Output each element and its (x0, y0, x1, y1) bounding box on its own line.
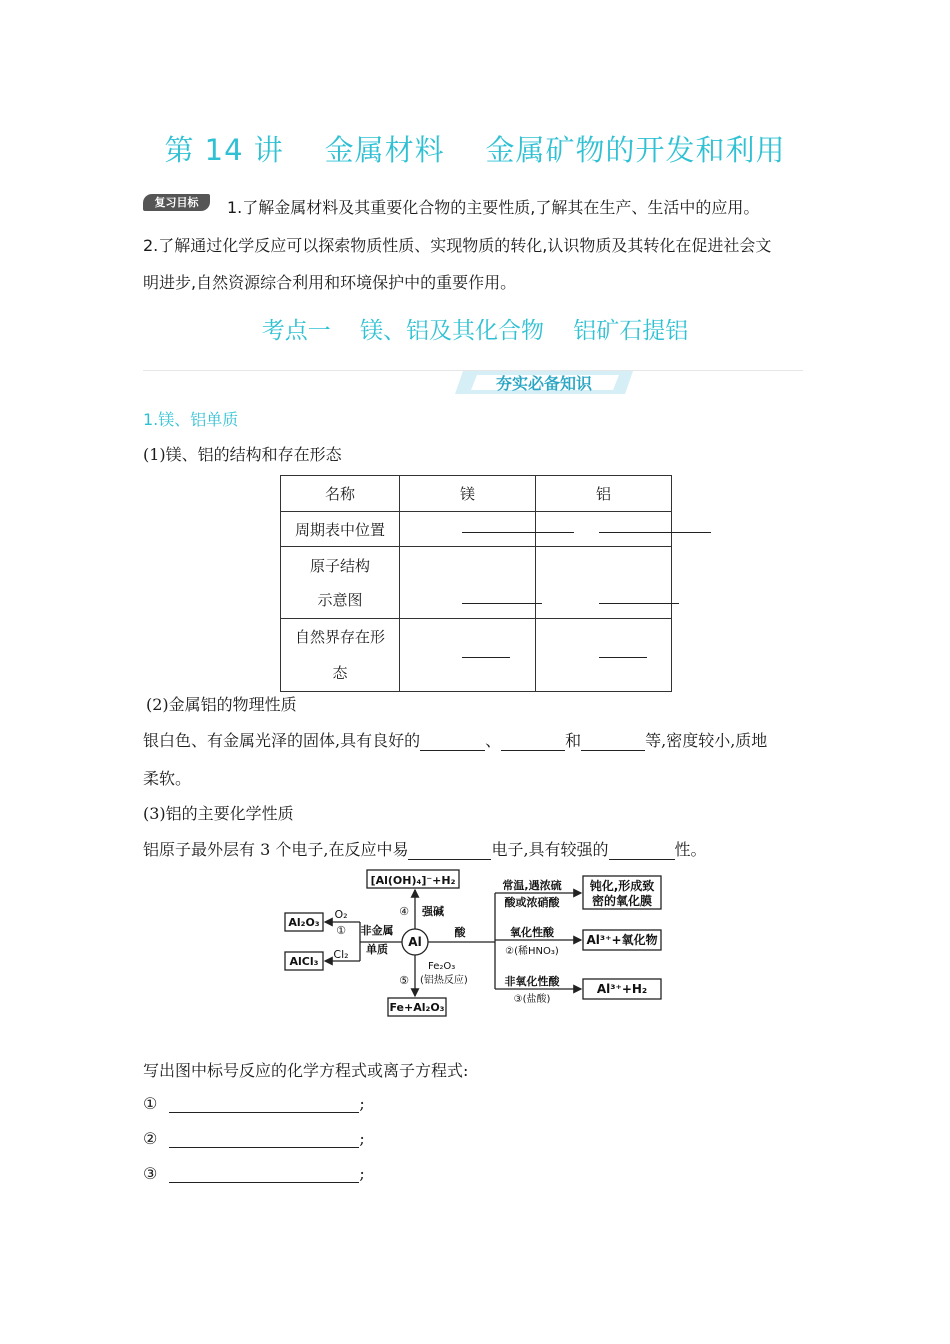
equation-line-3: ③ ; (143, 1164, 365, 1183)
result-1-b: 密的氧化膜 (591, 894, 653, 908)
review-goal-badge: 复习目标 (143, 194, 210, 211)
mg-al-table (280, 475, 672, 692)
table-cell-mg-occurrence (400, 619, 536, 692)
cond-3-b: ③(盐酸) (513, 994, 551, 1005)
fe2o3-label: Fe₂O₃ (428, 961, 456, 972)
blank-equation-1[interactable] (169, 1095, 359, 1113)
blank-electron[interactable] (408, 842, 491, 860)
cond-1-b: 酸或浓硝酸 (504, 896, 560, 909)
o2-label: O₂ (334, 908, 348, 921)
result-3: Al³⁺+H₂ (596, 982, 648, 996)
equation-line-1: ① ; (143, 1094, 365, 1113)
aluminum-reaction-diagram (280, 866, 670, 1022)
al-label: Al (408, 935, 422, 949)
blank-property-1[interactable] (420, 733, 485, 751)
nonmetal-label-b: 单质 (366, 943, 388, 956)
table-row-occurrence: 自然界存在形 态 (281, 619, 400, 692)
blank-mg-occurrence[interactable] (462, 657, 510, 658)
knowledge-banner (455, 369, 633, 396)
blank-equation-2[interactable] (169, 1130, 359, 1148)
section-title: 考点一 镁、铝及其化合物 铝矿石提铝 (261, 318, 689, 344)
goal-1: 1.了解金属材料及其重要化合物的主要性质,了解其在生产、生活中的应用。 (227, 198, 760, 217)
blank-mg-position[interactable] (462, 532, 574, 533)
nonmetal-label-a: 非金属 (360, 924, 394, 937)
goal-2-line-1: 2.了解通过化学反应可以探索物质性质、实现物质的转化,认识物质及其转化在促进社会文 (143, 236, 772, 255)
blank-property-type[interactable] (609, 842, 675, 860)
table-cell-mg-structure (400, 547, 536, 619)
subsection-1-2: (2)金属铝的物理性质 (146, 695, 297, 714)
goal-2-line-2: 明进步,自然资源综合利用和环境保护中的重要作用。 (143, 273, 517, 292)
equation-line-2: ② ; (143, 1129, 365, 1148)
table-row-position: 周期表中位置 (281, 512, 400, 547)
cond-1-a: 常温,遇浓硫 (502, 879, 562, 892)
subsection-1-1: (1)镁、铝的结构和存在形态 (143, 445, 342, 464)
table-cell-mg-position (400, 512, 536, 547)
thermite-label: (铝热反应) (420, 975, 468, 986)
cond-2-b: ②(稀HNO₃) (505, 946, 559, 957)
table-cell-al-occurrence (536, 619, 672, 692)
result-1-a: 钝化,形成致 (589, 879, 655, 893)
physical-properties-line-1: 银白色、有金属光泽的固体,具有良好的 、 和 等,密度较小,质地 (143, 731, 768, 750)
write-equations-prompt: 写出图中标号反应的化学方程式或离子方程式: (143, 1061, 469, 1080)
al2o3-label: Al₂O₃ (288, 916, 320, 929)
num-4: ④ (399, 905, 409, 918)
table-header-name: 名称 (281, 476, 400, 512)
table-header-al: 铝 (536, 476, 672, 512)
blank-al-structure[interactable] (599, 603, 679, 604)
cond-2-a: 氧化性酸 (510, 926, 554, 939)
table-cell-al-structure (536, 547, 672, 619)
subsection-1-3: (3)铝的主要化学性质 (143, 804, 294, 823)
top-product-label: [Al(OH)₄]⁻+H₂ (370, 874, 456, 887)
physical-properties-line-2: 柔软。 (143, 769, 192, 788)
subsection-1-title: 1.镁、铝单质 (143, 410, 239, 429)
table-row-structure: 原子结构 示意图 (281, 547, 400, 619)
blank-mg-structure[interactable] (462, 603, 542, 604)
strong-base-label: 强碱 (422, 905, 444, 918)
bottom-product-label: Fe+Al₂O₃ (389, 1001, 445, 1014)
banner-label: 夯实必备知识 (495, 374, 593, 393)
num-5: ⑤ (399, 974, 409, 987)
blank-al-occurrence[interactable] (599, 657, 647, 658)
table-cell-al-position (536, 512, 672, 547)
cond-3-a: 非氧化性酸 (504, 975, 560, 988)
blank-property-2[interactable] (501, 733, 565, 751)
acid-label: 酸 (454, 926, 466, 939)
blank-property-3[interactable] (581, 733, 645, 751)
chemical-properties-line: 铝原子最外层有 3 个电子,在反应中易 电子,具有较强的 性。 (143, 840, 707, 859)
table-header-mg: 镁 (400, 476, 536, 512)
blank-al-position[interactable] (599, 532, 711, 533)
num-1: ① (336, 924, 346, 937)
cl2-label: Cl₂ (333, 948, 349, 961)
page-title: 第 14 讲 金属材料 金属矿物的开发和利用 (164, 133, 786, 167)
result-2: Al³⁺+氧化物 (586, 933, 658, 947)
alcl3-label: AlCl₃ (289, 955, 319, 968)
blank-equation-3[interactable] (169, 1165, 359, 1183)
